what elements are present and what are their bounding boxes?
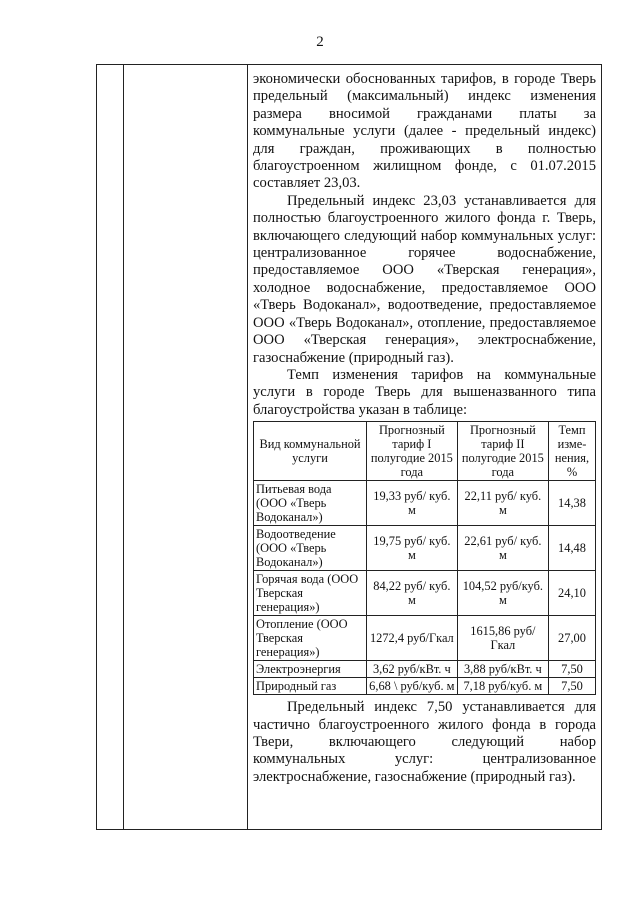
header-h1: Прогнозный тариф I полугодие 2015 года bbox=[367, 422, 458, 481]
row-h2: 3,88 руб/кВт. ч bbox=[457, 661, 548, 678]
frame-col-line-1 bbox=[96, 64, 97, 830]
header-rate: Темп изме-нения, % bbox=[549, 422, 596, 481]
row-h1: 6,68 \ руб/куб. м bbox=[367, 678, 458, 695]
row-h2: 104,52 руб/куб. м bbox=[457, 571, 548, 616]
row-h2: 22,61 руб/ куб. м bbox=[457, 526, 548, 571]
row-service: Природный газ bbox=[254, 678, 367, 695]
row-h2: 22,11 руб/ куб. м bbox=[457, 481, 548, 526]
frame-col-line-2 bbox=[123, 64, 124, 830]
row-h1: 84,22 руб/ куб. м bbox=[367, 571, 458, 616]
table-row bbox=[254, 661, 596, 678]
row-service: Отопление (ООО Тверская генерация») bbox=[254, 616, 367, 661]
row-h1: 19,33 руб/ куб. м bbox=[367, 481, 458, 526]
row-rate: 24,10 bbox=[549, 571, 596, 616]
table-row bbox=[254, 678, 596, 695]
row-h2: 1615,86 руб/Гкал bbox=[457, 616, 548, 661]
frame-col-line-4 bbox=[601, 64, 602, 830]
table-row bbox=[254, 526, 596, 571]
table-row bbox=[254, 616, 596, 661]
row-service: Горячая вода (ООО Тверская генерация») bbox=[254, 571, 367, 616]
table-row bbox=[254, 481, 596, 526]
table-header-row bbox=[254, 422, 596, 481]
paragraph-table-intro: Темп изменения тарифов на коммунальные услуги в городе Тверь для вышеназванного типа благоустройства указан в таблице: bbox=[253, 366, 596, 418]
header-service: Вид коммунальной услуги bbox=[254, 422, 367, 481]
tariff-table bbox=[253, 421, 596, 695]
row-service: Водоотведение (ООО «Тверь Водоканал») bbox=[254, 526, 367, 571]
row-h1: 1272,4 руб/Гкал bbox=[367, 616, 458, 661]
paragraph-index-partial: Предельный индекс 7,50 устанавливается для частично благоустроенного жилого фонда в города Твери, включающего следующий набор коммунальных услуг: централизованное электроснабжение, газоснабжение (природный газ). bbox=[253, 699, 596, 785]
row-rate: 7,50 bbox=[549, 678, 596, 695]
row-rate: 27,00 bbox=[549, 616, 596, 661]
row-rate: 14,38 bbox=[549, 481, 596, 526]
row-rate: 7,50 bbox=[549, 661, 596, 678]
row-rate: 14,48 bbox=[549, 526, 596, 571]
frame-bottom-border bbox=[96, 829, 602, 830]
frame-top-border bbox=[96, 64, 602, 65]
paragraph-index-full: Предельный индекс 23,03 устанавливается для полностью благоустроенного жилого фонда г. Тверь, включающего следующий набор коммунальных услуг: централизованное горячее водоснабжение, предоставляемое ООО «Тверская генерация», холодное водоснабжение, предоставляемое ООО «Тверь Водоканал», водоотведение, предоставляемое ООО «Тверь Водоканал», отопление, предоставляемое ООО «Тверская генерация», электроснабжение, газоснабжение (природный газ). bbox=[253, 192, 596, 366]
row-service: Электроэнергия bbox=[254, 661, 367, 678]
page-number: 2 bbox=[316, 34, 324, 50]
row-service: Питьевая вода (ООО «Тверь Водоканал») bbox=[254, 481, 367, 526]
frame-col-line-3 bbox=[247, 64, 248, 830]
paragraph-tariffs-intro: экономически обоснованных тарифов, в городе Тверь предельный (максимальный) индекс изменения размера вносимой гражданами платы за коммунальные услуги (далее - предельный индекс) для граждан, проживающих в полностью благоустроенном жилищном фонде, с 01.07.2015 составляет 23,03. bbox=[253, 71, 596, 192]
row-h1: 19,75 руб/ куб. м bbox=[367, 526, 458, 571]
row-h2: 7,18 руб/куб. м bbox=[457, 678, 548, 695]
header-h2: Прогнозный тариф II полугодие 2015 года bbox=[457, 422, 548, 481]
document-content bbox=[253, 71, 596, 786]
table-row bbox=[254, 571, 596, 616]
row-h1: 3,62 руб/кВт. ч bbox=[367, 661, 458, 678]
